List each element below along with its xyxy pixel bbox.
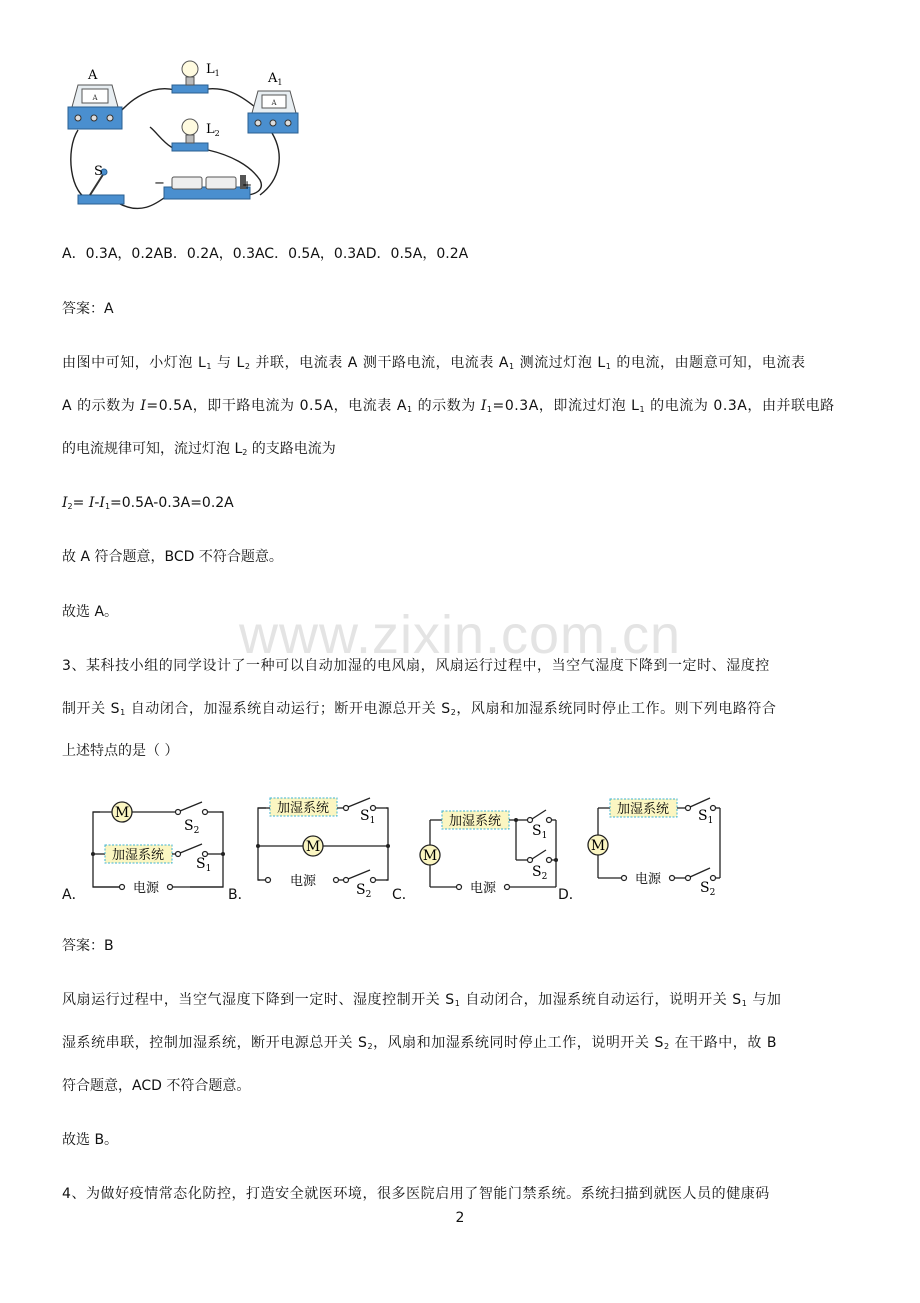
page-number: 2	[455, 1210, 465, 1226]
svg-text:S1: $S_1$	[360, 808, 376, 826]
q3-stem-line2: 制开关 $S_1$ 自动闭合，加湿系统自动运行；断开电源总开关 $S_2$，风扇和加湿系统同时停止工作。则下列电路符合	[62, 701, 777, 717]
q3-explain-line3: 符合题意，ACD 不符合题意。	[62, 1078, 251, 1094]
svg-text:S1: $S_1$	[698, 808, 714, 826]
q2-explain-line1: 由图中可知，小灯泡 $L_1$ 与 $L_2$ 并联，电流表 A 测干路电流，电流表 $A_1$ 测流过灯泡 $L_1$ 的电流，由题意可知，电流表	[62, 355, 806, 371]
svg-text:S1: $S_1$	[532, 823, 548, 841]
circuit-figure-parallel-lamps	[60, 55, 310, 215]
q3-stem-line3: 上述特点的是（ ）	[62, 743, 179, 759]
q3-option-d-letter: D．	[558, 887, 583, 903]
svg-text:电源: 电源	[132, 881, 160, 896]
q3-option-b-letter: B．	[228, 887, 252, 903]
svg-text:S1: $S_1$	[196, 856, 212, 874]
circuit-option-c	[420, 810, 558, 896]
svg-text:加湿系统: 加湿系统	[276, 801, 330, 816]
switch-s-label: S	[94, 164, 103, 179]
q3-answer: 答案：B	[62, 938, 114, 954]
lamp-l2	[172, 119, 208, 151]
lamp-l1	[172, 61, 208, 93]
battery-plus: +	[242, 178, 253, 192]
q2-explain-line2: A 的示数为 I=0.5A，即干路电流为 0.5A，电流表 $A_1$ 的示数为 $I_1=0.3A$，即流过灯泡 $L_1$ 的电流为 0.3A，由并联电路	[62, 398, 835, 414]
ammeter-a1	[248, 91, 298, 133]
svg-text:加湿系统: 加湿系统	[616, 802, 670, 817]
svg-text:S2: $S_2$	[184, 818, 200, 836]
svg-text:电源: 电源	[634, 872, 662, 887]
svg-text:S2: $S_2$	[356, 882, 372, 900]
svg-text:S2: $S_2$	[532, 864, 548, 882]
watermark: www.zixin.com.cn	[238, 605, 682, 665]
q3-stem-line1: 3、某科技小组的同学设计了一种可以自动加湿的电风扇，风扇运行过程中，当空气湿度下降到一定时、湿度控	[62, 658, 770, 674]
svg-text:加湿系统: 加湿系统	[111, 848, 165, 863]
svg-text:加湿系统: 加湿系统	[448, 814, 502, 829]
svg-text:M: M	[114, 805, 130, 821]
svg-text:电源: 电源	[289, 874, 317, 889]
q2-choose: 故选 A。	[62, 604, 119, 620]
q2-conclusion: 故 A 符合题意，BCD 不符合题意。	[62, 549, 283, 565]
battery-minus: −	[154, 176, 165, 191]
q2-explain-line3: 的电流规律可知，流过灯泡 $L_2$ 的支路电流为	[62, 441, 336, 457]
q3-choose: 故选 B。	[62, 1132, 119, 1148]
svg-text:A: A	[92, 94, 98, 102]
svg-text:A: A	[271, 99, 277, 107]
circuit-option-d	[588, 798, 720, 898]
lamp-l1-label: $L_1$	[206, 62, 220, 78]
svg-text:M: M	[422, 848, 438, 864]
q2-options: A．0.3A，0.2AB．0.2A，0.3AC．0.5A，0.3AD．0.5A，0.2A	[62, 246, 469, 262]
battery	[164, 175, 253, 199]
ammeter-a1-label: $A_1$	[268, 71, 283, 87]
q2-formula: $I_2= I-I_1=0.5A-0.3A=0.2A$	[62, 495, 234, 511]
q3-option-c-letter: C．	[392, 887, 416, 903]
svg-text:电源: 电源	[469, 881, 497, 896]
svg-text:M: M	[305, 839, 321, 855]
circuit-option-b	[256, 798, 390, 900]
circuit-option-a	[91, 800, 225, 896]
q4-stem-line1: 4、为做好疫情常态化防控，打造安全就医环境，很多医院启用了智能门禁系统。系统扫描到就医人员的健康码	[62, 1186, 770, 1202]
lamp-l2-label: $L_2$	[206, 122, 220, 138]
q2-answer: 答案：A	[62, 301, 114, 317]
q3-explain-line2: 湿系统串联，控制加湿系统，断开电源总开关 $S_2$，风扇和加湿系统同时停止工作，说明开关 $S_2$ 在干路中，故 B	[62, 1035, 778, 1051]
ammeter-a-label: A	[88, 68, 98, 83]
q3-explain-line1: 风扇运行过程中，当空气湿度下降到一定时、湿度控制开关 $S_1$ 自动闭合，加湿系统自动运行，说明开关 $S_1$ 与加	[62, 992, 782, 1008]
ammeter-a	[68, 85, 122, 129]
svg-text:M: M	[590, 838, 606, 854]
svg-text:S2: $S_2$	[700, 880, 716, 898]
q3-option-a-letter: A．	[62, 887, 86, 903]
